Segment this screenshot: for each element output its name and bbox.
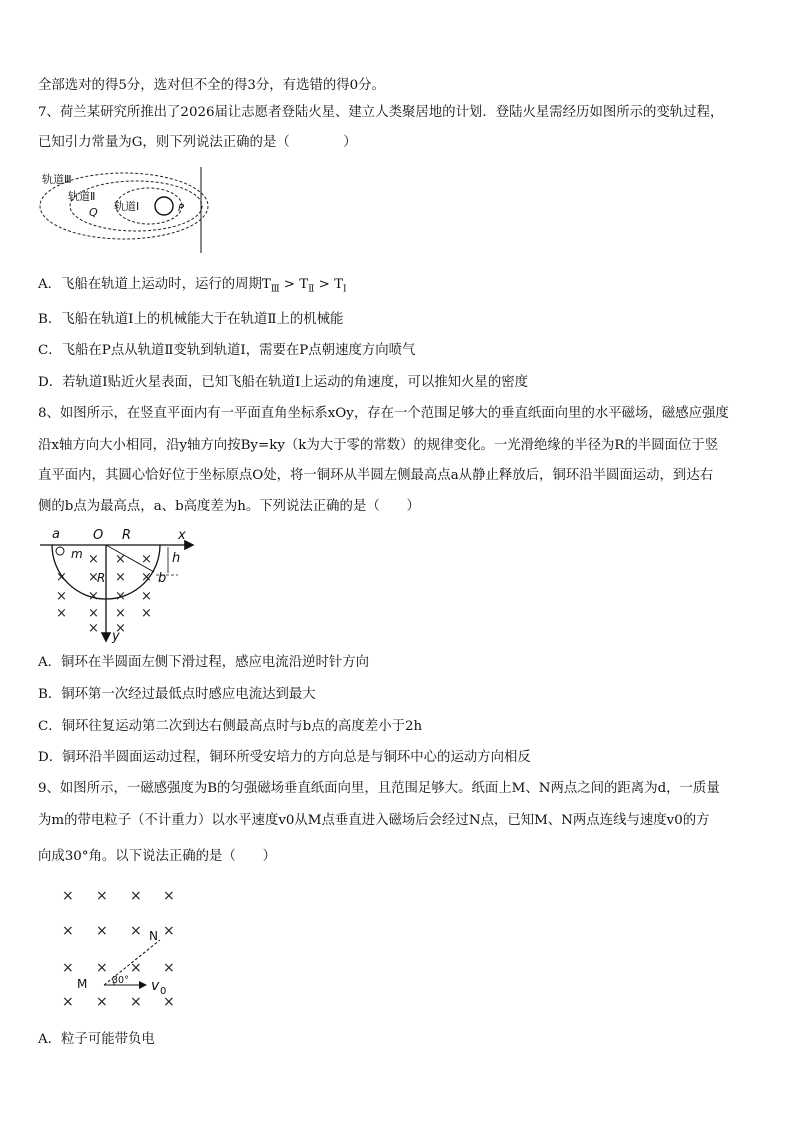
q9-option-a: A．粒子可能带负电 bbox=[38, 1032, 155, 1047]
label-angle: 30° bbox=[112, 975, 129, 986]
field-cross: × bbox=[163, 960, 175, 976]
field-cross: × bbox=[56, 606, 67, 621]
label-m: m bbox=[71, 547, 83, 561]
copper-ring bbox=[56, 547, 64, 555]
field-cross: × bbox=[130, 960, 142, 976]
field-cross: × bbox=[163, 888, 175, 904]
label-b: b bbox=[158, 571, 167, 586]
period-sub-3: Ⅲ bbox=[270, 284, 280, 295]
q8-stem-line-4: 侧的b点为最高点，a、b高度差为h。下列说法正确的是（ ） bbox=[38, 499, 420, 514]
field-cross: × bbox=[88, 589, 99, 604]
label-orbit-2: 轨道Ⅱ bbox=[68, 190, 96, 203]
label-n: N bbox=[149, 929, 158, 943]
field-cross: × bbox=[62, 994, 74, 1010]
field-cross: × bbox=[115, 552, 126, 567]
field-cross: × bbox=[88, 570, 99, 585]
q9-stem-line-1: 9、如图所示，一磁感强度为B的匀强磁场垂直纸面向里，且范围足够大。纸面上M、N两点之间的距离为d，一质量 bbox=[38, 781, 720, 796]
field-cross: × bbox=[115, 570, 126, 585]
field-cross: × bbox=[62, 960, 74, 976]
period-sub-1: Ⅰ bbox=[343, 284, 347, 295]
field-cross: × bbox=[130, 888, 142, 904]
field-cross: × bbox=[115, 589, 126, 604]
field-cross: × bbox=[141, 606, 152, 621]
field-cross: × bbox=[88, 606, 99, 621]
gt-1: > T bbox=[279, 277, 309, 292]
q8-option-b: B．铜环第一次经过最低点时感应电流达到最大 bbox=[38, 687, 316, 702]
label-h: h bbox=[172, 551, 181, 566]
field-cross: × bbox=[141, 570, 152, 585]
field-cross: × bbox=[56, 589, 67, 604]
field-cross: × bbox=[141, 589, 152, 604]
field-cross: × bbox=[96, 960, 108, 976]
q7-option-a bbox=[38, 276, 347, 299]
label-v: v bbox=[151, 978, 160, 994]
q8-stem-line-2: 沿x轴方向大小相同，沿y轴方向按By=ky（k为大于零的常数）的规律变化。一光滑绝缘的半径为R的半圆面位于竖 bbox=[38, 438, 719, 453]
label-point-q: Q bbox=[89, 206, 98, 219]
field-cross: × bbox=[96, 994, 108, 1010]
field-cross: × bbox=[115, 621, 126, 636]
label-m: M bbox=[77, 977, 88, 991]
q8-stem-line-3: 直平面内，其圆心恰好位于坐标原点O处，将一铜环从半圆左侧最高点a从静止释放后，铜环沿半圆面运动，到达右 bbox=[38, 468, 714, 483]
period-sub-2: Ⅱ bbox=[308, 284, 315, 295]
q9-stem-line-2: 为m的带电粒子（不计重力）以水平速度v0从M点垂直进入磁场后会经过N点，已知M、N两点连线与速度v0的方 bbox=[38, 813, 710, 828]
q7-orbit-figure bbox=[38, 163, 218, 255]
field-cross: × bbox=[96, 888, 108, 904]
label-orbit-3: 轨道Ⅲ bbox=[42, 173, 72, 186]
q7-stem-line-2: 已知引力常量为G，则下列说法正确的是（ ） bbox=[38, 135, 357, 150]
magnetic-field-crosses bbox=[56, 552, 152, 636]
field-cross: × bbox=[163, 994, 175, 1010]
q7-option-b: B．飞船在轨道Ⅰ上的机械能大于在轨道Ⅱ上的机械能 bbox=[38, 312, 344, 327]
field-cross: × bbox=[163, 923, 175, 939]
q8-option-d: D．铜环沿半圆面运动过程，铜环所受安培力的方向总是与铜环中心的运动方向相反 bbox=[38, 750, 531, 765]
label-r-top: R bbox=[122, 528, 132, 543]
field-cross: × bbox=[62, 923, 74, 939]
label-orbit-1: 轨道Ⅰ bbox=[114, 200, 140, 213]
field-cross: × bbox=[141, 552, 152, 567]
q9-stem-line-3: 向成30°角。以下说法正确的是（ ） bbox=[38, 849, 276, 864]
q8-semicircle-figure bbox=[38, 524, 198, 644]
q8-option-c: C．铜环往复运动第二次到达右侧最高点时与b点的高度差小于2h bbox=[38, 719, 423, 734]
field-cross: × bbox=[88, 621, 99, 636]
q7-option-a-text: A．飞船在轨道上运动时，运行的周期T bbox=[38, 277, 271, 292]
gt-2: > T bbox=[314, 277, 344, 292]
field-cross: × bbox=[56, 570, 67, 585]
mars-circle bbox=[155, 197, 173, 215]
field-cross: × bbox=[96, 923, 108, 939]
label-x: x bbox=[178, 528, 186, 543]
label-v-subscript: 0 bbox=[160, 986, 167, 997]
scoring-instruction: 全部选对的得5分，选对但不全的得3分，有选错的得0分。 bbox=[38, 78, 385, 93]
label-point-p: P bbox=[178, 203, 185, 214]
field-cross: × bbox=[130, 994, 142, 1010]
field-cross: × bbox=[88, 552, 99, 567]
q8-option-a: A．铜环在半圆面左侧下滑过程，感应电流沿逆时针方向 bbox=[38, 655, 370, 670]
q7-option-d: D．若轨道Ⅰ贴近火星表面，已知飞船在轨道Ⅰ上运动的角速度，可以推知火星的密度 bbox=[38, 375, 528, 390]
label-y: y bbox=[112, 629, 120, 644]
q7-stem-line-1: 7、荷兰某研究所推出了2026届让志愿者登陆火星、建立人类聚居地的计划．登陆火星需经历如图所示的变轨过程， bbox=[38, 105, 724, 120]
q7-option-c: C．飞船在P点从轨道Ⅱ变轨到轨道Ⅰ，需要在P点朝速度方向喷气 bbox=[38, 343, 416, 358]
label-a: a bbox=[52, 527, 60, 542]
q8-stem-line-1: 8、如图所示，在竖直平面内有一平面直角坐标系xOy，存在一个范围足够大的垂直纸面向里的水平磁场，磁感应强度 bbox=[38, 406, 729, 421]
field-cross: × bbox=[130, 923, 142, 939]
field-cross: × bbox=[62, 888, 74, 904]
q9-magnetic-field-figure bbox=[50, 882, 200, 1012]
label-r-mid: R bbox=[97, 571, 106, 585]
field-cross: × bbox=[115, 606, 126, 621]
label-o: O bbox=[93, 528, 104, 543]
